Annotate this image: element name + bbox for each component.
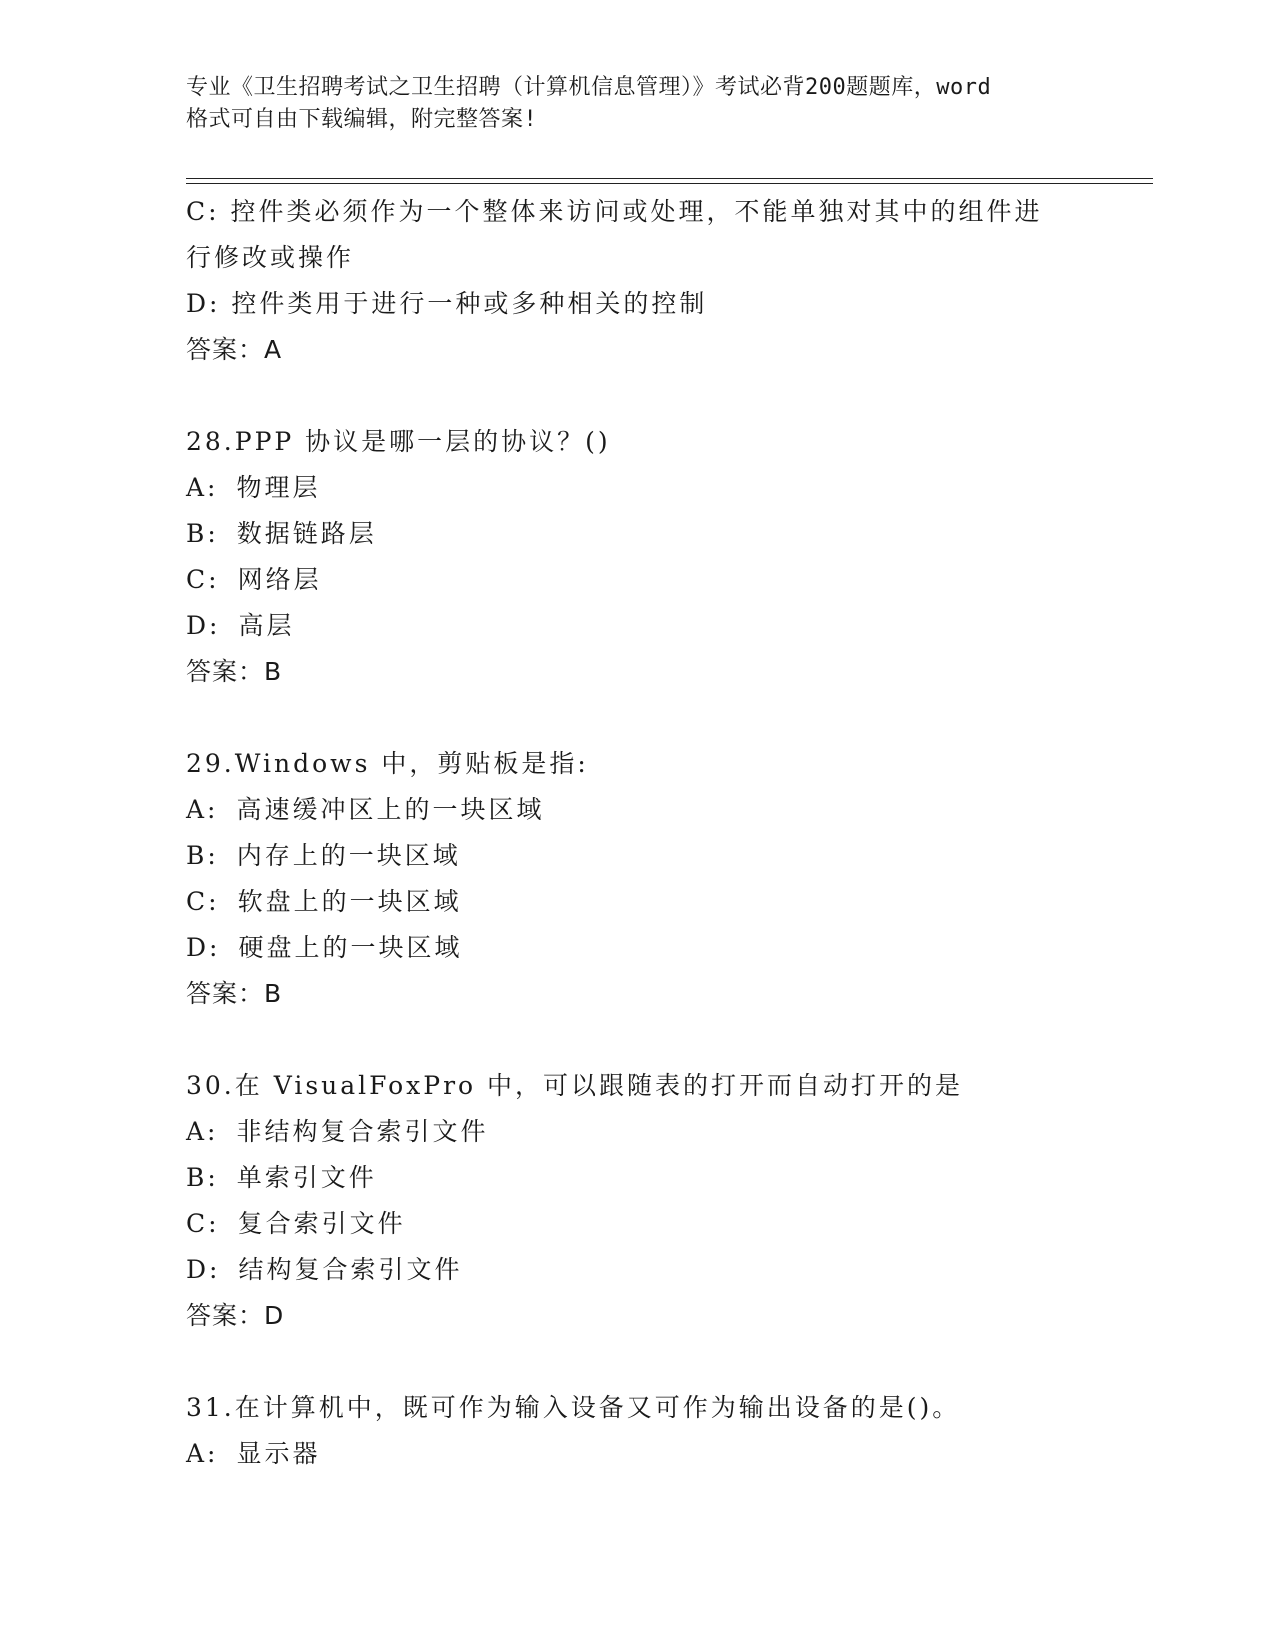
carryover-question xyxy=(186,189,1086,373)
option-a xyxy=(186,465,1086,511)
option-label: C: xyxy=(186,565,220,594)
option-b xyxy=(186,511,1086,557)
answer: 答案：B xyxy=(186,979,283,1008)
option-a xyxy=(186,1431,1086,1477)
question-stem: 30.在 VisualFoxPro 中，可以跟随表的打开而自动打开的是 xyxy=(186,1071,964,1100)
option-text: 网络层 xyxy=(237,565,322,594)
option-label: B: xyxy=(186,1163,219,1192)
answer: 答案：B xyxy=(186,657,283,686)
option-d xyxy=(186,1247,1086,1293)
option-text: 物理层 xyxy=(236,473,321,502)
option-text: 内存上的一块区域 xyxy=(236,841,461,870)
answer: 答案：A xyxy=(186,335,283,364)
question-28 xyxy=(186,419,1086,695)
option-text: 单索引文件 xyxy=(236,1163,377,1192)
option-text: 显示器 xyxy=(236,1439,321,1468)
option-label: D: xyxy=(186,611,221,640)
header-line-1: 专业《卫生招聘考试之卫生招聘（计算机信息管理）》考试必背200题题库，word xyxy=(186,75,992,100)
question-stem: 28.PPP 协议是哪一层的协议？() xyxy=(186,427,611,456)
option-text: 高速缓冲区上的一块区域 xyxy=(236,795,545,824)
spacer xyxy=(186,1339,1086,1385)
option-label: C: xyxy=(186,1209,220,1238)
option-label: A: xyxy=(186,795,219,824)
option-d: D: 控件类用于进行一种或多种相关的控制 xyxy=(186,289,708,318)
option-d xyxy=(186,603,1086,649)
option-c xyxy=(186,879,1086,925)
option-text: 软盘上的一块区域 xyxy=(237,887,462,916)
option-c xyxy=(186,557,1086,603)
question-stem: 29.Windows 中，剪贴板是指: xyxy=(186,749,589,778)
spacer xyxy=(186,1017,1086,1063)
option-c-line-2: 行修改或操作 xyxy=(186,243,355,272)
option-label: D: xyxy=(186,1255,221,1284)
option-label: A: xyxy=(186,1439,219,1468)
option-label: B: xyxy=(186,519,219,548)
option-b xyxy=(186,1155,1086,1201)
option-label: B: xyxy=(186,841,219,870)
spacer xyxy=(186,373,1086,419)
question-29 xyxy=(186,741,1086,1017)
option-text: 非结构复合索引文件 xyxy=(236,1117,489,1146)
question-stem: 31.在计算机中，既可作为输入设备又可作为输出设备的是()。 xyxy=(186,1393,961,1422)
header-line-2: 格式可自由下载编辑，附完整答案! xyxy=(186,107,538,132)
option-c xyxy=(186,1201,1086,1247)
document-header xyxy=(186,72,1086,136)
option-d xyxy=(186,925,1086,971)
option-a xyxy=(186,787,1086,833)
option-b xyxy=(186,833,1086,879)
option-label: A: xyxy=(186,473,219,502)
answer: 答案：D xyxy=(186,1301,285,1330)
option-c-line-1: C: 控件类必须作为一个整体来访问或处理，不能单独对其中的组件进 xyxy=(186,197,1043,226)
option-text: 数据链路层 xyxy=(236,519,377,548)
option-text: 硬盘上的一块区域 xyxy=(238,933,463,962)
question-31 xyxy=(186,1385,1086,1477)
option-text: 高层 xyxy=(238,611,295,640)
option-label: C: xyxy=(186,887,220,916)
spacer xyxy=(186,695,1086,741)
option-text: 结构复合索引文件 xyxy=(238,1255,463,1284)
question-30 xyxy=(186,1063,1086,1339)
option-text: 复合索引文件 xyxy=(237,1209,406,1238)
header-rule-top xyxy=(186,178,1153,179)
option-label: D: xyxy=(186,933,221,962)
option-label: A: xyxy=(186,1117,219,1146)
option-a xyxy=(186,1109,1086,1155)
header-rule-bottom xyxy=(186,183,1153,184)
question-list xyxy=(186,189,1086,1477)
